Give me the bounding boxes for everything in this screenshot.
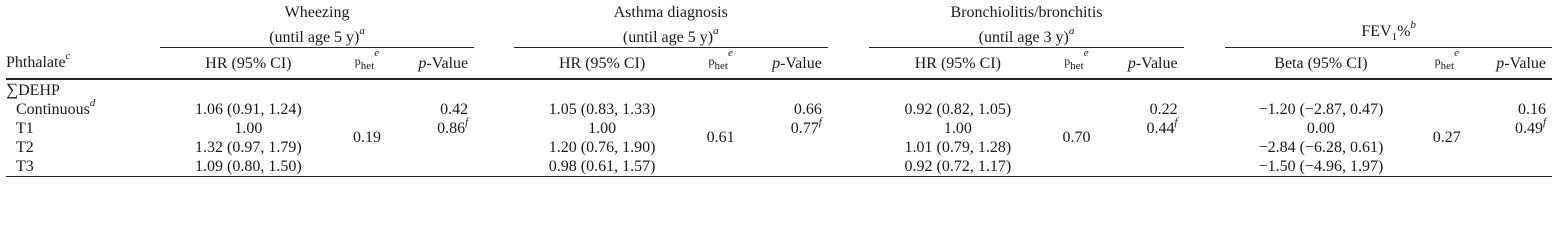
wheeze-hr-cell: 1.32 (0.97, 1.79) [195,139,302,157]
fev-beta-cell: −2.84 (−6.28, 0.61) [1258,139,1384,157]
asthma-pvalue-header: p-Value [772,54,822,72]
bronch-p-cell: 0.22 [1149,101,1178,119]
asthma-p-cell: 0.77$^f$ [790,115,822,138]
fev-p-cell: 0.16 [1518,101,1546,119]
group-asthma-subtitle: (until age 5 y)$^a$ [514,22,828,48]
fev-p-cell: 0.49$^f$ [1514,115,1546,138]
section-label: ∑DEHP [6,80,60,100]
bronch-phet-cell [1046,100,1106,119]
wheeze-hr-cell: 1.00 [234,120,263,138]
bronch-hr-cell: 0.92 (0.72, 1.17) [904,158,1012,176]
wheeze-p-cell: 0.42 [440,101,469,119]
wheeze-phet-cell: 0.19 [352,129,381,147]
asthma-phet-cell [691,100,751,119]
bronch-hr-cell: 1.01 (0.79, 1.28) [904,139,1012,157]
fev-pvalue-header: p-Value [1496,54,1546,72]
fev-beta-cell: 0.00 [1306,120,1335,138]
section-row-dehp [6,79,1552,100]
bronch-p-cell: 0.44$^f$ [1146,115,1178,138]
fev-phet-cell [1417,100,1477,119]
row-label: Continuous$^d$ [16,96,96,119]
group-asthma-title: Asthma diagnosis [613,4,728,21]
group-header-row-2 [6,22,1552,48]
fev-phet-header: $p_{het}^e$ [1434,47,1459,72]
bronch-hr-cell: 0.92 (0.82, 1.05) [904,101,1012,119]
group-wheezing-title: Wheezing [284,4,350,21]
group-bronchiolitis-subtitle: (until age 3 y)$^a$ [869,22,1183,48]
phthalate-results-table [6,3,1552,177]
wheeze-hr-cell: 1.09 (0.80, 1.50) [195,158,302,176]
asthma-phet-header: $p_{het}^e$ [708,47,733,72]
table-row [6,138,1552,157]
group-wheezing-subtitle: (until age 5 y)$^a$ [160,22,474,48]
group-fev-title: $FEV_1\%^b$ [1225,22,1552,48]
bronch-phet-cell: 0.70 [1062,129,1091,147]
asthma-hr-cell: 1.00 [588,120,617,138]
fev-beta-header: Beta (95% CI) [1274,54,1368,72]
wheeze-phet-cell [337,100,397,119]
wheeze-pvalue-header: p-Value [418,54,469,72]
wheeze-phet-header: $p_{het}^e$ [354,47,380,72]
group-bronchiolitis-title: Bronchiolitis/bronchitis [950,4,1103,21]
fev-beta-cell: −1.50 (−4.96, 1.97) [1258,158,1384,176]
phthalate-header: Phthalate$^c$ [6,50,71,72]
wheeze-hr-cell: 1.06 (0.91, 1.24) [195,101,302,119]
row-label: T2 [16,139,34,157]
fev-phet-cell: 0.27 [1432,129,1461,147]
asthma-hr-cell: 1.20 (0.76, 1.90) [548,139,656,157]
row-label: T3 [16,158,34,176]
row-label: T1 [16,120,34,138]
wheeze-hr-header: HR (95% CI) [205,54,292,72]
table-row [6,119,1552,138]
column-header-row [6,48,1552,80]
asthma-phet-cell: 0.61 [706,129,735,147]
asthma-hr-cell: 1.05 (0.83, 1.33) [548,101,656,119]
bronch-phet-header: $p_{het}^e$ [1064,47,1089,72]
bronch-pvalue-header: p-Value [1127,54,1178,72]
bronch-hr-cell: 1.00 [943,120,972,138]
group-header-row-1 [6,3,1552,22]
bronch-hr-header: HR (95% CI) [914,54,1001,72]
asthma-hr-cell: 0.98 (0.61, 1.57) [548,158,656,176]
wheeze-p-cell: 0.86$^f$ [437,115,469,138]
sum-icon: ∑ [6,80,19,100]
asthma-hr-header: HR (95% CI) [558,54,646,72]
fev-beta-cell: −1.20 (−2.87, 0.47) [1258,101,1384,119]
group-fev-title-spacer [1225,3,1552,22]
table-row [6,100,1552,119]
table-row [6,157,1552,177]
asthma-p-cell: 0.66 [793,101,822,119]
